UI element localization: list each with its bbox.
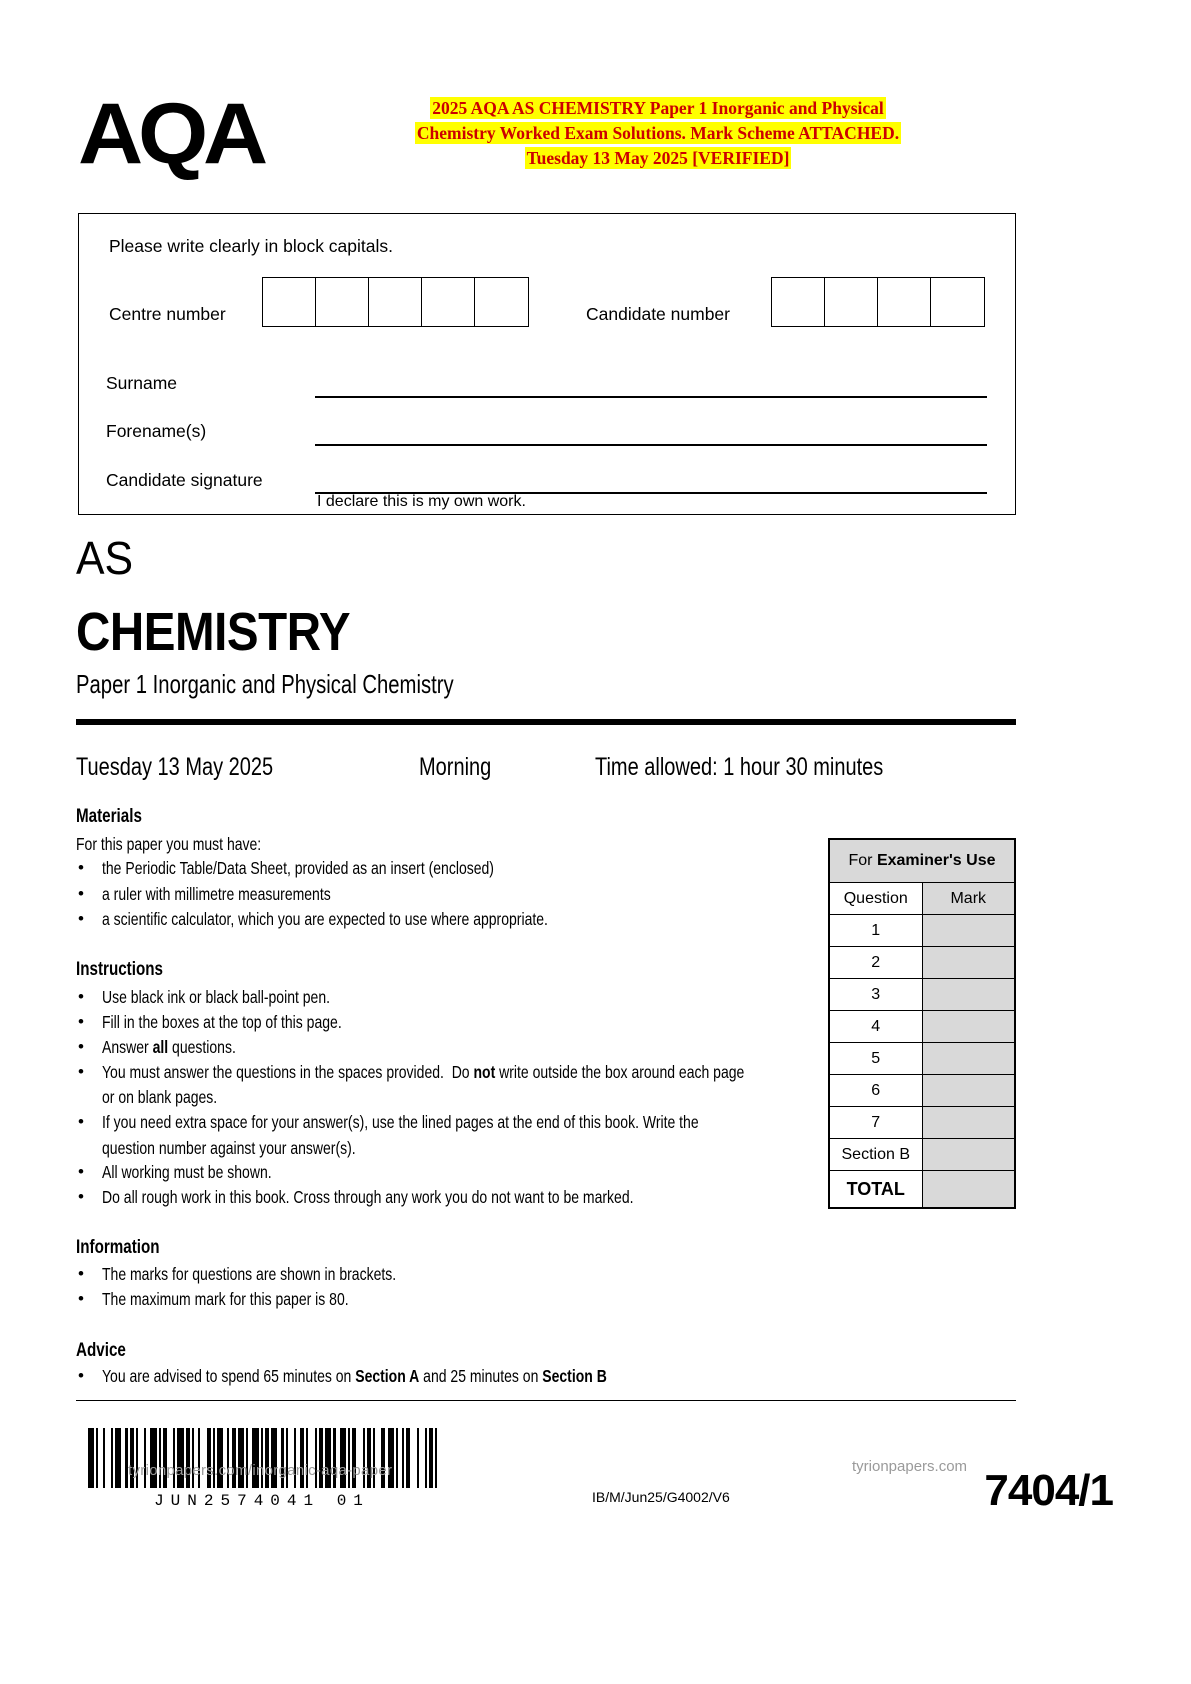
barcode-bar [111, 1428, 113, 1488]
barcode-bar [425, 1428, 427, 1488]
examiner-row-mark[interactable] [922, 979, 1015, 1011]
materials-bullet [76, 909, 659, 930]
banner-line-2: Chemistry Worked Exam Solutions. Mark Scheme ATTACHED. [416, 123, 900, 143]
subject-title: CHEMISTRY [76, 602, 351, 662]
centre-number-cell[interactable] [316, 278, 369, 326]
instructions-bullet [76, 1162, 314, 1183]
examiner-col-question: Question [830, 883, 923, 915]
examiner-row-mark[interactable] [922, 1043, 1015, 1075]
materials-heading: Materials [76, 806, 142, 827]
centre-number-cell[interactable] [369, 278, 422, 326]
bullet-icon: • [78, 1037, 84, 1056]
examiner-title-prefix: For [848, 852, 877, 869]
instructions-bullet-text: All working must be shown. [102, 1162, 272, 1182]
exam-time-allowed: Time allowed: 1 hour 30 minutes [595, 753, 884, 781]
examiner-row-label: 2 [830, 947, 923, 979]
document-code: IB/M/Jun25/G4002/V6 [592, 1489, 730, 1505]
barcode-bar [246, 1428, 248, 1488]
paper-subtitle: Paper 1 Inorganic and Physical Chemistry [76, 669, 454, 699]
bullet-icon: • [78, 1264, 84, 1283]
instructions-bullet [76, 1012, 402, 1033]
candidate-number-input[interactable] [771, 277, 985, 327]
barcode-bar [373, 1428, 375, 1488]
exam-schedule-bar [76, 753, 1016, 787]
barcode-bar [186, 1428, 190, 1488]
barcode-bar [348, 1428, 350, 1488]
candidate-number-cell[interactable] [878, 278, 931, 326]
barcode-bar [238, 1428, 244, 1488]
banner-line-1: 2025 AQA AS CHEMISTRY Paper 1 Inorganic and Physical [432, 98, 884, 118]
bullet-icon: • [78, 1062, 84, 1081]
barcode-bar [192, 1428, 194, 1488]
instructions-bullet [76, 1062, 905, 1083]
instructions-bullet [76, 987, 387, 1008]
information-bullet-text: The maximum mark for this paper is 80. [102, 1289, 349, 1309]
watermark-url-top: tyrionpapers.com/inorganic-aqa-paper [128, 1462, 393, 1479]
barcode-bar [325, 1428, 331, 1488]
barcode-bar [271, 1428, 277, 1488]
barcode-bar [252, 1428, 258, 1488]
barcode-bar [319, 1428, 323, 1488]
table-row [830, 1075, 1015, 1107]
advice-bullet-text: You are advised to spend 65 minutes on Section A and 25 minutes on Section B [102, 1366, 607, 1386]
barcode-bar [150, 1428, 156, 1488]
highlight-banner [338, 96, 978, 171]
examiner-row-mark[interactable] [922, 915, 1015, 947]
barcode-bar [144, 1428, 146, 1488]
examiner-row-mark[interactable] [922, 1075, 1015, 1107]
candidate-number-label: Candidate number [586, 304, 730, 324]
instructions-bullet [76, 1037, 269, 1058]
examiner-use-table [828, 838, 1016, 1209]
barcode-bar [363, 1428, 365, 1488]
instructions-bullet-continuation [76, 1087, 246, 1108]
barcode-digits: JUN2574041 01 [154, 1492, 370, 1510]
table-row [830, 1139, 1015, 1171]
candidate-number-cell[interactable] [772, 278, 825, 326]
instructions-bullet-text: or on blank pages. [102, 1087, 218, 1107]
examiner-row-label: 5 [830, 1043, 923, 1075]
barcode-bar [406, 1428, 410, 1488]
bullet-icon: • [78, 909, 84, 928]
barcode-bar [429, 1428, 433, 1488]
centre-number-label: Centre number [109, 304, 226, 324]
barcode-bar [333, 1428, 335, 1488]
barcode-bar [388, 1428, 394, 1488]
materials-intro: For this paper you must have: [76, 834, 262, 854]
centre-number-cell[interactable] [263, 278, 316, 326]
instructions-bullet-text: Answer all questions. [102, 1037, 236, 1057]
examiner-col-mark: Mark [922, 883, 1015, 915]
instructions-bullet [76, 1112, 848, 1133]
examiner-row-label: 7 [830, 1107, 923, 1139]
examiner-total-mark[interactable] [922, 1171, 1015, 1208]
table-row [830, 1011, 1015, 1043]
qualification-level: AS [76, 532, 134, 584]
barcode [88, 1428, 436, 1488]
bullet-icon: • [78, 1112, 84, 1131]
information-bullet [76, 1264, 470, 1285]
aqa-logo: AQA [78, 86, 263, 182]
table-row [830, 1107, 1015, 1139]
bullet-icon: • [78, 884, 84, 903]
candidate-signature-label: Candidate signature [106, 470, 263, 490]
bullet-icon: • [78, 1162, 84, 1181]
examiner-row-label: 1 [830, 915, 923, 947]
centre-number-input[interactable] [262, 277, 529, 327]
instructions-bullet-text: You must answer the questions in the spaces provided. Do not write outside the box around each page [102, 1062, 745, 1082]
candidate-number-cell[interactable] [931, 278, 984, 326]
examiner-row-label: 4 [830, 1011, 923, 1043]
table-row-total [830, 1171, 1015, 1208]
barcode-bar [198, 1428, 200, 1488]
instructions-bullet-text: Do all rough work in this book. Cross through any work you do not want to be marked. [102, 1187, 634, 1207]
instructions-bullet-continuation [76, 1138, 419, 1159]
barcode-bar [367, 1428, 371, 1488]
information-heading: Information [76, 1237, 160, 1258]
barcode-bar [177, 1428, 183, 1488]
barcode-bar [381, 1428, 385, 1488]
bullet-icon: • [78, 1012, 84, 1031]
examiner-row-label: 6 [830, 1075, 923, 1107]
examiner-title-bold: Examiner's Use [876, 852, 996, 869]
bullet-icon: • [78, 1187, 84, 1206]
barcode-bar [130, 1428, 134, 1488]
surname-field[interactable] [315, 396, 987, 398]
paper-code: 7404/1 [984, 1466, 1113, 1515]
barcode-bar [396, 1428, 398, 1488]
declaration-text: I declare this is my own work. [317, 493, 526, 510]
barcode-bar [281, 1428, 283, 1488]
barcode-bar [96, 1428, 98, 1488]
bullet-icon: • [78, 858, 84, 877]
examiner-total-label: TOTAL [830, 1171, 923, 1208]
examiner-row-mark[interactable] [922, 1011, 1015, 1043]
barcode-bar [402, 1428, 404, 1488]
bullet-icon: • [78, 987, 84, 1006]
table-row [830, 915, 1015, 947]
examiner-table-title [830, 840, 1015, 883]
forenames-label: Forename(s) [106, 421, 207, 441]
advice-bullet [76, 1366, 733, 1387]
information-bullet-text: The marks for questions are shown in brackets. [102, 1264, 397, 1284]
advice-heading: Advice [76, 1340, 126, 1361]
barcode-bar [232, 1428, 236, 1488]
centre-number-cell[interactable] [422, 278, 475, 326]
barcode-bar [300, 1428, 304, 1488]
forenames-field[interactable] [315, 444, 987, 446]
bullet-icon: • [78, 1366, 84, 1385]
barcode-bar [115, 1428, 121, 1488]
page-header [78, 88, 1098, 198]
materials-bullet [76, 858, 592, 879]
exam-date: Tuesday 13 May 2025 [76, 753, 274, 781]
bullet-icon: • [78, 1289, 84, 1308]
table-row [830, 947, 1015, 979]
barcode-bar [265, 1428, 269, 1488]
watermark-url-right: tyrionpapers.com [852, 1458, 968, 1475]
footer-divider [76, 1400, 1016, 1401]
table-row [830, 979, 1015, 1011]
exam-session: Morning [419, 753, 492, 781]
barcode-bar [136, 1428, 138, 1488]
barcode-bar [286, 1428, 288, 1488]
barcode-bar [340, 1428, 346, 1488]
examiner-row-mark[interactable] [922, 1139, 1015, 1171]
instructions-bullet-text: Fill in the boxes at the top of this page. [102, 1012, 342, 1032]
examiner-row-label: Section B [830, 1139, 923, 1171]
barcode-bar [159, 1428, 161, 1488]
materials-bullet [76, 884, 388, 905]
instructions-bullet-text: question number against your answer(s). [102, 1138, 356, 1158]
barcode-bar [294, 1428, 296, 1488]
candidate-number-cell[interactable] [825, 278, 878, 326]
instructions-bullet-text: Use black ink or black ball-point pen. [102, 987, 331, 1007]
barcode-bar [173, 1428, 175, 1488]
barcode-bar [306, 1428, 308, 1488]
materials-bullet-text: the Periodic Table/Data Sheet, provided as an insert (enclosed) [102, 858, 494, 878]
centre-number-cell[interactable] [475, 278, 528, 326]
information-bullet [76, 1289, 410, 1310]
barcode-bar [217, 1428, 223, 1488]
barcode-bar [227, 1428, 229, 1488]
barcode-bar [261, 1428, 263, 1488]
examiner-row-label: 3 [830, 979, 923, 1011]
materials-bullet-text: a scientific calculator, which you are expected to use where appropriate. [102, 909, 548, 929]
instructions-bullet [76, 1187, 766, 1208]
barcode-bar [315, 1428, 317, 1488]
barcode-bar [213, 1428, 215, 1488]
barcode-bar [352, 1428, 356, 1488]
barcode-bar [103, 1428, 105, 1488]
materials-bullet-text: a ruler with millimetre measurements [102, 884, 331, 904]
table-row [830, 1043, 1015, 1075]
barcode-bar [125, 1428, 127, 1488]
title-divider [76, 719, 1016, 725]
barcode-bar [163, 1428, 167, 1488]
examiner-row-mark[interactable] [922, 947, 1015, 979]
barcode-bar [417, 1428, 419, 1488]
instructions-heading: Instructions [76, 959, 163, 980]
barcode-bar [435, 1428, 437, 1488]
candidate-details-box [78, 213, 1016, 515]
instructions-bullet-text: If you need extra space for your answer(s), use the lined pages at the end of this book. Write the [102, 1112, 699, 1132]
surname-label: Surname [106, 373, 178, 393]
examiner-row-mark[interactable] [922, 1107, 1015, 1139]
block-capitals-note: Please write clearly in block capitals. [109, 236, 394, 256]
banner-line-3: Tuesday 13 May 2025 [VERIFIED] [526, 148, 790, 168]
barcode-bar [88, 1428, 94, 1488]
barcode-bar [207, 1428, 211, 1488]
